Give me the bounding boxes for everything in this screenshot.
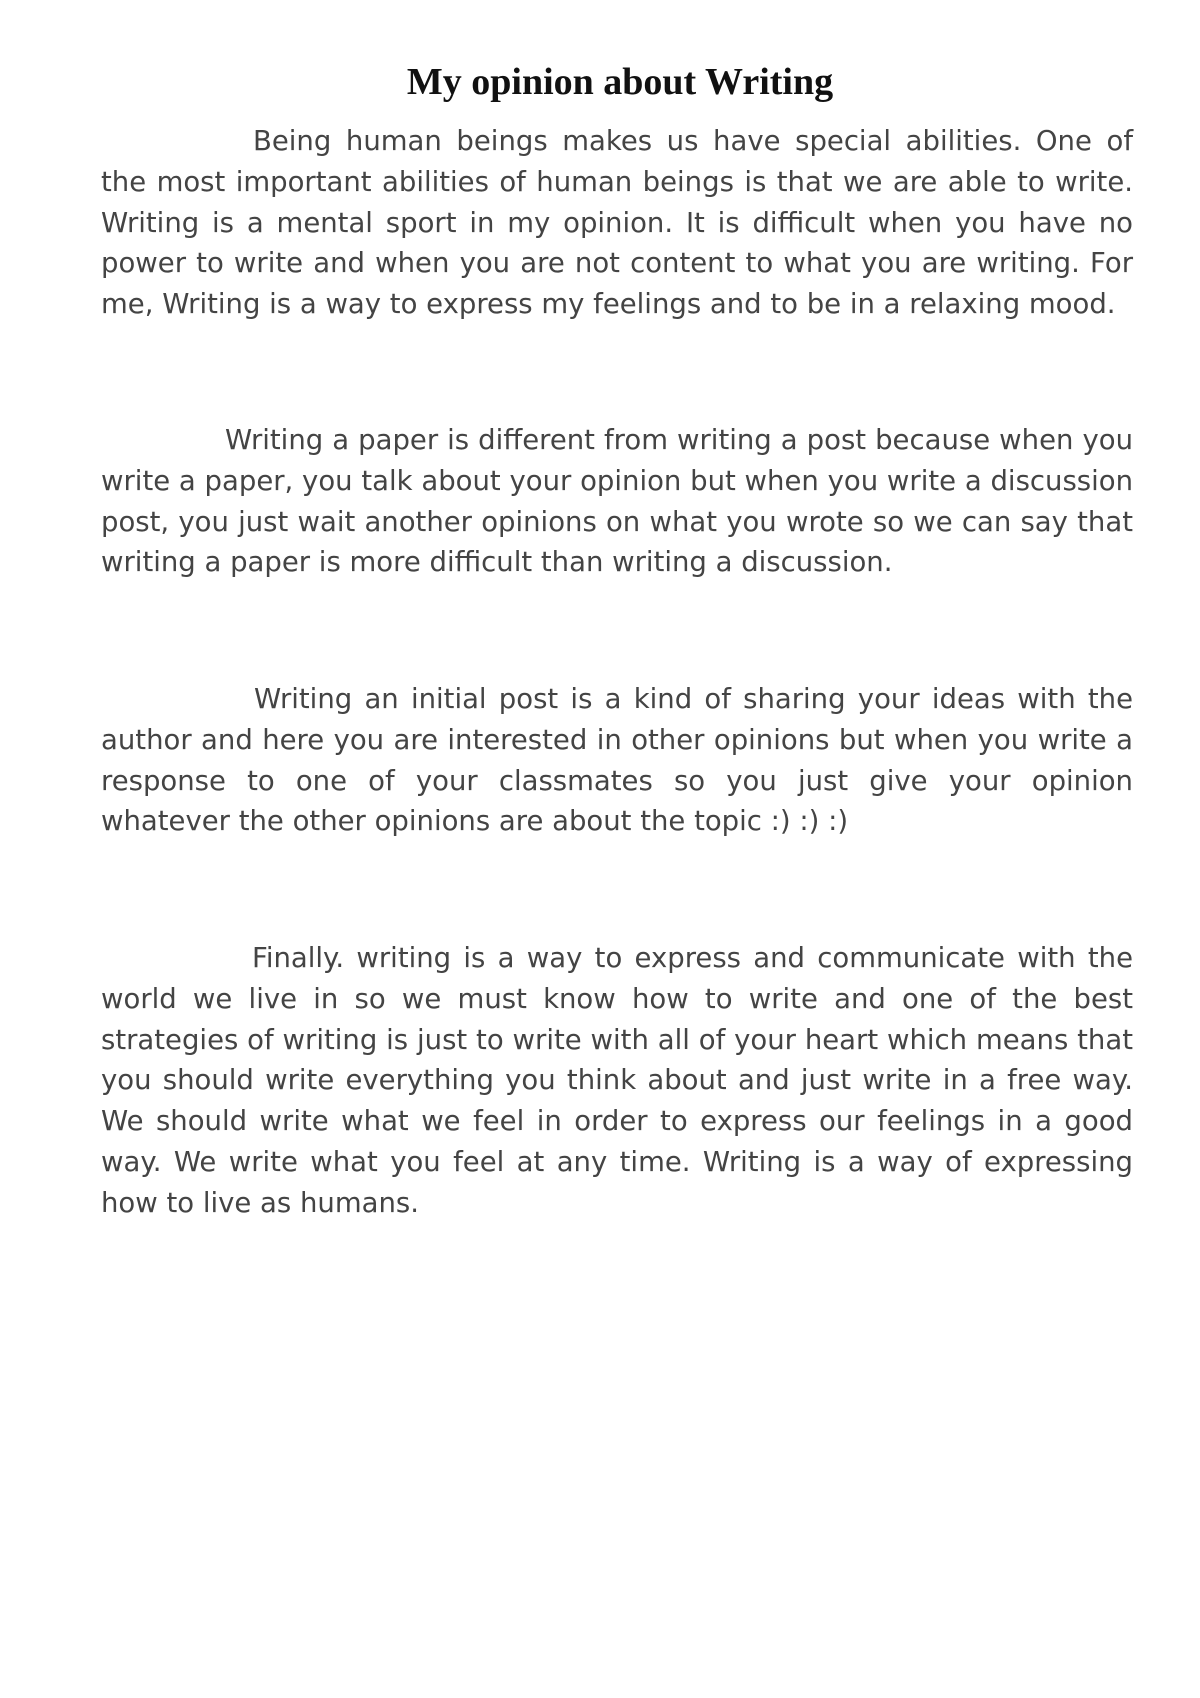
paragraph-3: Writing an initial post is a kind of sharing your ideas with the author and here you are interested in other opinions but when you write a response to one of your classmates so you just give your opinion whatever the other opinions are about the topic :) :) :) (101, 683, 1133, 838)
paragraph-2: Writing a paper is different from writing a post because when you write a paper, you talk about your opinion but when you write a discussion post, you just wait another opinions on what you wrote so we can say that writing a paper is more difficult than writing a discussion. (101, 424, 1133, 579)
paragraph-4: Finally. writing is a way to express and communicate with the world we live in so we must know how to write and one of the best strategies of writing is just to write with all of your heart which means that you should write everything you think about and just write in a free way. We should write what we feel in order to express our feelings in a good way. We write what you feel at any time. Writing is a way of expressing how to live as humans. (101, 942, 1133, 1219)
document-title: My opinion about Writing (406, 61, 834, 103)
paragraph-1: Being human beings makes us have special abilities. One of the most important abilities of human beings is that we are able to write. Writing is a mental sport in my opinion. It is difficult when you have no power to write and when you are not content to what you are writing. For me, Writing is a way to express my feelings and to be in a relaxing mood. (101, 125, 1133, 321)
